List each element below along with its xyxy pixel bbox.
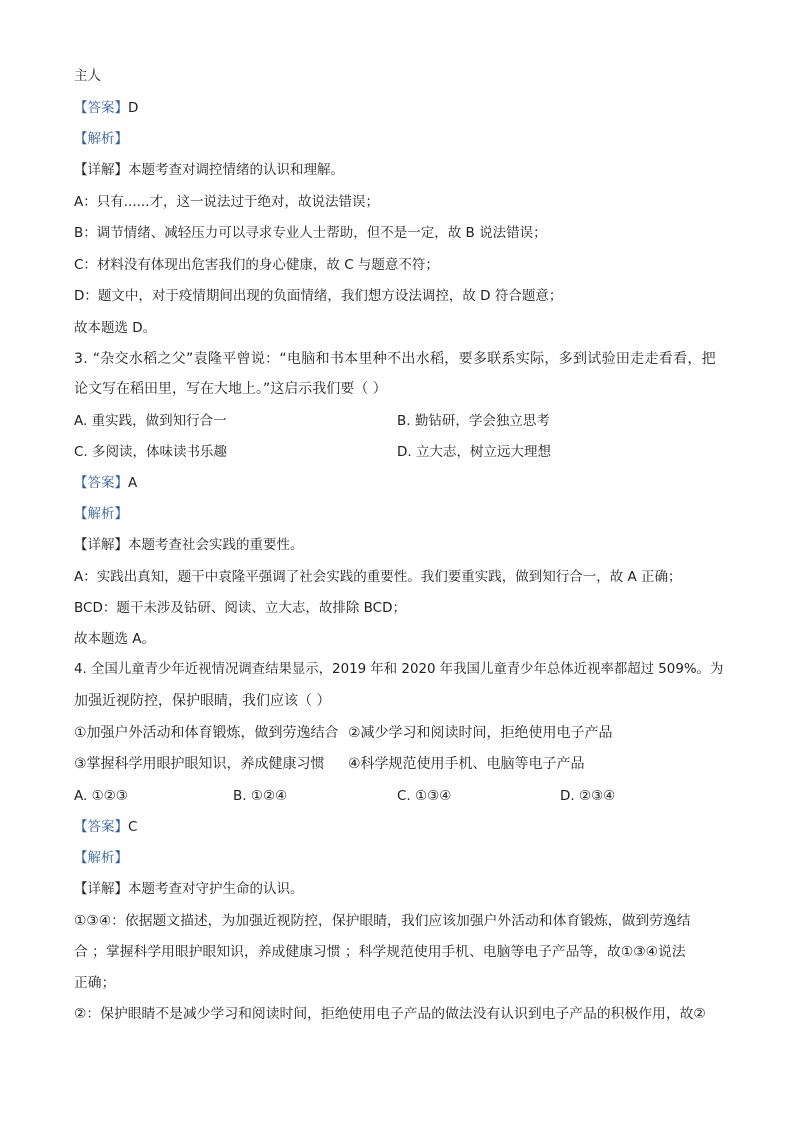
analysis-tag: 【解析】 <box>74 850 128 866</box>
text-line: C：材料没有体现出危害我们的身心健康，故 C 与题意不符； <box>74 257 439 273</box>
detail-line: 【详解】本题考查社会实践的重要性。 <box>74 537 304 553</box>
text-line: ①③④：依据题文描述，为加强近视防控，保护眼睛，我们应该加强户外活动和体育锻炼，做到劳逸结 <box>74 913 691 929</box>
answer-tag: 【答案】 <box>74 475 128 491</box>
analysis-tag: 【解析】 <box>74 131 128 147</box>
statement-2: ②减少学习和阅读时间，拒绝使用电子产品 <box>348 725 613 741</box>
detail-tag: 【详解】 <box>74 162 128 178</box>
question-4-stem: 4. 全国儿童青少年近视情况调查结果显示，2019 年和 2020 年我国儿童青少年总体近视率都超过 509%。为 <box>74 662 724 677</box>
option-d: D. 立大志，树立远大理想 <box>397 444 551 460</box>
statement-1: ①加强户外活动和体育锻炼，做到劳逸结合 <box>74 725 339 741</box>
option-a: A. 重实践，做到知行合一 <box>74 413 227 429</box>
text-line: 正确； <box>74 975 116 991</box>
answer-line <box>74 98 720 118</box>
answer-value: A <box>128 475 138 491</box>
answer-tag: 【答案】 <box>74 100 128 116</box>
answer-tag: 【答案】 <box>74 819 128 835</box>
text-line: B：调节情绪、减轻压力可以寻求专业人士帮助，但不是一定，故 B 说法错误； <box>74 225 547 241</box>
text-line: BCD：题干未涉及钻研、阅读、立大志，故排除 BCD； <box>74 600 406 616</box>
text-line: A：实践出真知，题干中袁隆平强调了社会实践的重要性。我们要重实践，做到知行合一，故 A 正确； <box>74 569 682 585</box>
answer-line <box>74 817 720 837</box>
detail-line: 【详解】本题考查对调控情绪的认识和理解。 <box>74 162 344 178</box>
option-a: A. ①②③ <box>74 788 128 804</box>
text-line: 合 ；掌握科学用眼护眼知识，养成健康习惯 ；科学规范使用手机、电脑等电子产品等，故①③④说法 <box>74 944 686 960</box>
option-b: B. 勤钻研，学会独立思考 <box>397 413 550 429</box>
answer-value: D <box>128 100 139 116</box>
question-4-stem: 加强近视防控，保护眼睛，我们应该（ ） <box>74 693 331 709</box>
option-d: D. ②③④ <box>560 788 616 804</box>
statement-4: ④科学规范使用手机、电脑等电子产品 <box>348 756 585 772</box>
text-line: ②：保护眼睛不是减少学习和阅读时间，拒绝使用电子产品的做法没有认识到电子产品的积极作用，故② <box>74 1006 706 1022</box>
answer-value: C <box>128 819 138 835</box>
answer-line <box>74 473 720 493</box>
detail-tag: 【详解】 <box>74 537 128 553</box>
text-line: 故本题选 D。 <box>74 320 157 336</box>
option-b: B. ①②④ <box>233 788 288 804</box>
text-line: D：题文中，对于疫情期间出现的负面情绪，我们想方设法调控，故 D 符合题意； <box>74 288 563 304</box>
question-3-stem: 论文写在稻田里，写在大地上。”这启示我们要（ ） <box>74 381 387 397</box>
detail-line: 【详解】本题考查对守护生命的认识。 <box>74 881 304 897</box>
analysis-tag: 【解析】 <box>74 506 128 522</box>
text-line: 故本题选 A。 <box>74 631 156 647</box>
text-line: 主人 <box>74 68 101 84</box>
option-c: C. ①③④ <box>397 788 452 804</box>
text-line: A：只有......才，这一说法过于绝对，故说法错误； <box>74 194 379 210</box>
question-3-stem: 3. “杂交水稻之父”袁隆平曾说：“电脑和书本里种不出水稻，要多联系实际，多到试验田走走看看，把 <box>74 351 716 367</box>
statement-3: ③掌握科学用眼护眼知识，养成健康习惯 <box>74 756 325 772</box>
option-c: C. 多阅读，体味读书乐趣 <box>74 444 228 460</box>
detail-tag: 【详解】 <box>74 881 128 897</box>
